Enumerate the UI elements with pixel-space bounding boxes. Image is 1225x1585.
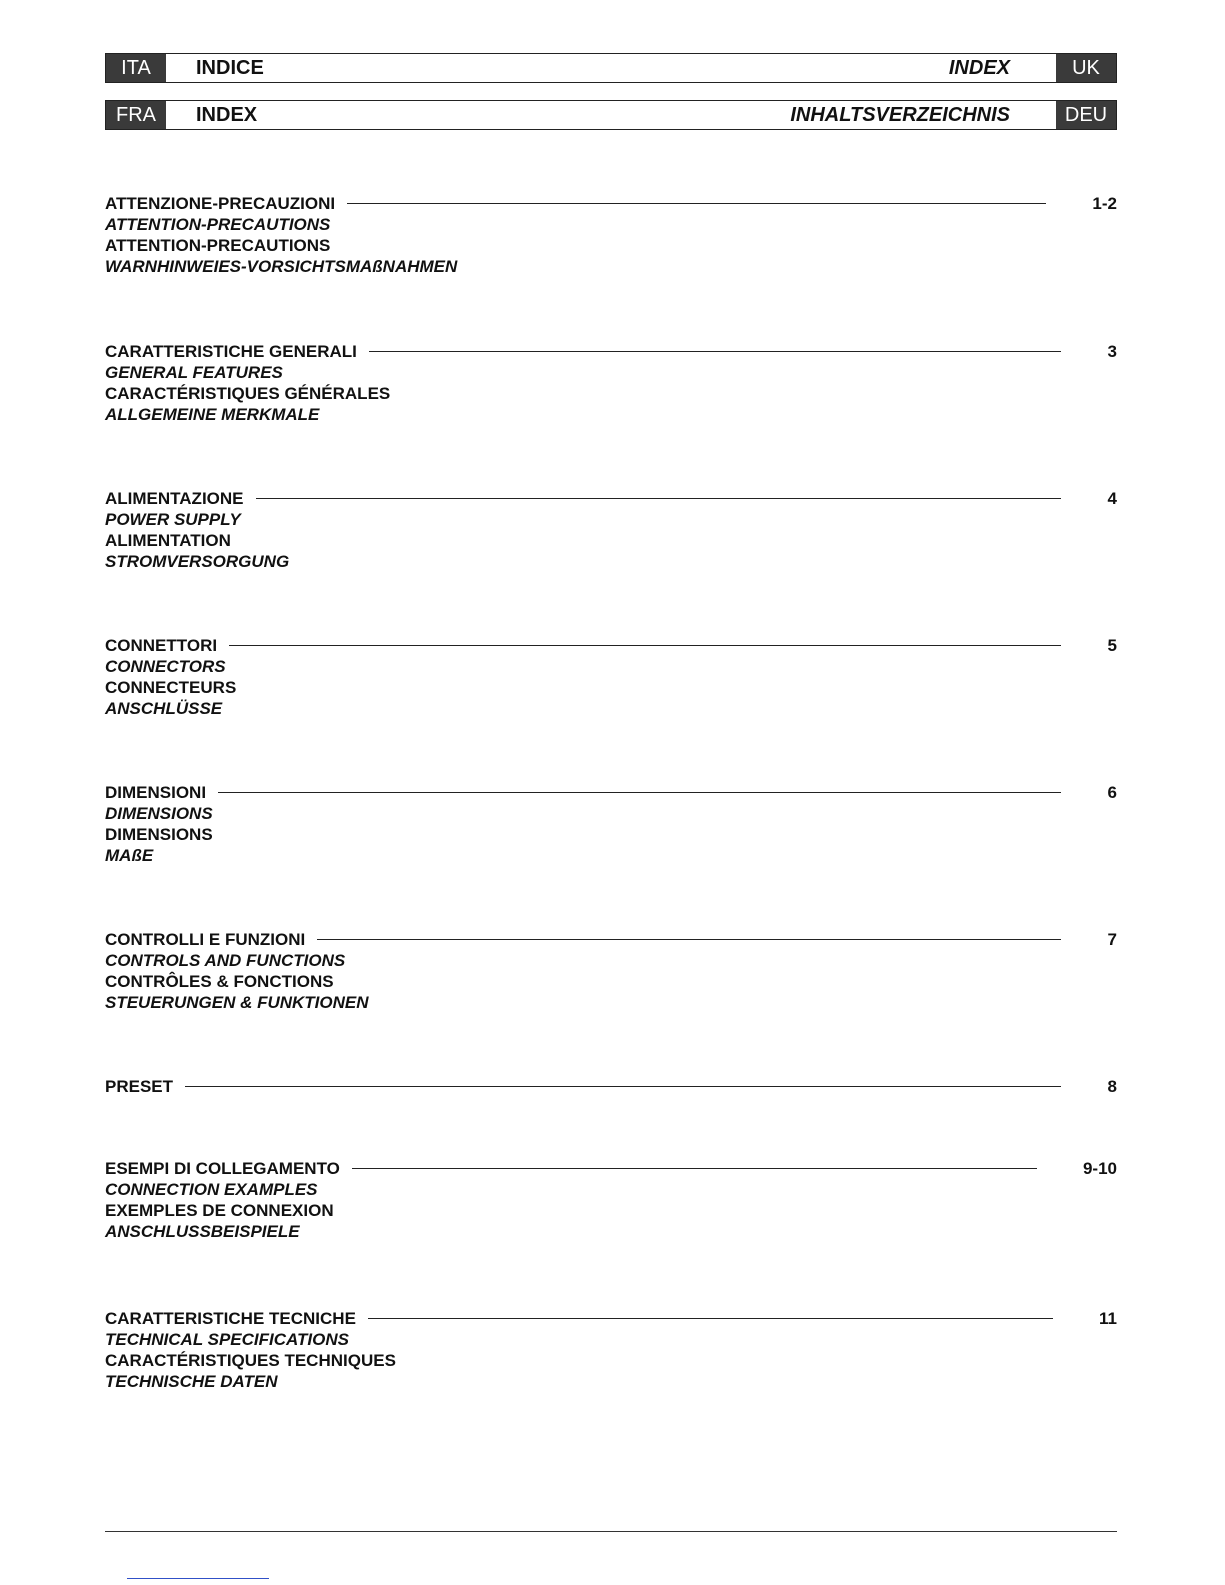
- entry-title-uk: CONNECTION EXAMPLES: [105, 1180, 318, 1199]
- entry-title-fra: CONTRÔLES & FONCTIONS: [105, 972, 334, 991]
- page-number: 11: [1099, 1308, 1117, 1328]
- entry-title-deu: ANSCHLUSSBEISPIELE: [105, 1222, 300, 1241]
- toc-entry-power-supply[interactable]: [105, 488, 1117, 572]
- header-bar-ita-uk: [105, 53, 1117, 83]
- leader-line: [256, 498, 1061, 499]
- entry-title-ita: CARATTERISTICHE TECNICHE: [105, 1309, 356, 1328]
- entry-title-deu: STROMVERSORGUNG: [105, 552, 290, 571]
- entry-title-fra: EXEMPLES DE CONNEXION: [105, 1201, 334, 1220]
- title-index-fra: INDEX: [196, 103, 258, 126]
- entry-title-uk: POWER SUPPLY: [105, 510, 241, 529]
- entry-title-fra: ALIMENTATION: [105, 531, 231, 550]
- leader-line: [347, 203, 1046, 204]
- toc-entry-connection-examples[interactable]: [105, 1158, 1117, 1242]
- page-number: 6: [1107, 782, 1117, 802]
- page-number: 9-10: [1082, 1158, 1117, 1178]
- entry-title-deu: ALLGEMEINE MERKMALE: [105, 405, 320, 424]
- toc-entry-dimensions[interactable]: [105, 782, 1117, 866]
- entry-title-ita: CONNETTORI: [105, 636, 218, 655]
- entry-title-ita: CARATTERISTICHE GENERALI: [105, 342, 357, 361]
- toc-entry-controls[interactable]: [105, 929, 1117, 1013]
- leader-line: [352, 1168, 1037, 1169]
- title-indice: INDICE: [196, 56, 264, 79]
- entry-title-deu: STEUERUNGEN & FUNKTIONEN: [105, 993, 369, 1012]
- entry-title-ita: ESEMPI DI COLLEGAMENTO: [105, 1159, 340, 1178]
- entry-title-fra: CARACTÉRISTIQUES TECHNIQUES: [105, 1351, 396, 1370]
- entry-title-ita: CONTROLLI E FUNZIONI: [105, 930, 306, 949]
- lang-tag-fra: FRA: [106, 101, 166, 129]
- leader-line: [218, 792, 1061, 793]
- leader-line: [185, 1086, 1061, 1087]
- leader-line: [369, 351, 1061, 352]
- entry-title-uk: CONNECTORS: [105, 657, 226, 676]
- page-number: 5: [1107, 635, 1117, 655]
- entry-title-fra: CONNECTEURS: [105, 678, 237, 697]
- entry-title-fra: DIMENSIONS: [105, 825, 213, 844]
- page-number: 4: [1107, 488, 1117, 508]
- title-inhaltsverzeichnis: INHALTSVERZEICHNIS: [790, 103, 1010, 126]
- entry-title-uk: ATTENTION-PRECAUTIONS: [105, 215, 331, 234]
- entry-title-deu: MAßE: [105, 846, 154, 865]
- entry-title-ita: DIMENSIONI: [105, 783, 207, 802]
- entry-title-uk: CONTROLS AND FUNCTIONS: [105, 951, 346, 970]
- toc-entry-precautions[interactable]: [105, 193, 1117, 277]
- lang-tag-uk: UK: [1056, 54, 1116, 82]
- entry-title-ita: ALIMENTAZIONE: [105, 489, 244, 508]
- entry-title-fra: CARACTÉRISTIQUES GÉNÉRALES: [105, 384, 391, 403]
- entry-title-ita: ATTENZIONE-PRECAUZIONI: [105, 194, 336, 213]
- footer-divider: [105, 1531, 1117, 1532]
- bottom-link-underline[interactable]: [127, 1578, 269, 1579]
- entry-title-uk: TECHNICAL SPECIFICATIONS: [105, 1330, 349, 1349]
- lang-tag-ita: ITA: [106, 54, 166, 82]
- lang-tag-deu: DEU: [1056, 101, 1116, 129]
- entry-title-ita: PRESET: [105, 1077, 174, 1096]
- entry-title-fra: ATTENTION-PRECAUTIONS: [105, 236, 331, 255]
- entry-title-deu: ANSCHLÜSSE: [105, 699, 223, 718]
- entry-title-uk: GENERAL FEATURES: [105, 363, 283, 382]
- page-number: 1-2: [1092, 193, 1117, 213]
- page-number: 7: [1107, 929, 1117, 949]
- leader-line: [317, 939, 1061, 940]
- title-index-uk: INDEX: [948, 56, 1010, 79]
- toc-entry-technical-specifications[interactable]: [105, 1308, 1117, 1392]
- entry-title-uk: DIMENSIONS: [105, 804, 213, 823]
- toc-entry-general-features[interactable]: [105, 341, 1117, 425]
- leader-line: [229, 645, 1061, 646]
- entry-title-deu: WARNHINWEIES-VORSICHTSMAßNAHMEN: [105, 257, 458, 276]
- leader-line: [368, 1318, 1053, 1319]
- page-number: 8: [1107, 1076, 1117, 1096]
- header-bar-fra-deu: [105, 100, 1117, 130]
- toc-entry-connectors[interactable]: [105, 635, 1117, 719]
- toc-entry-preset[interactable]: [105, 1076, 1117, 1097]
- entry-title-deu: TECHNISCHE DATEN: [105, 1372, 278, 1391]
- page-number: 3: [1107, 341, 1117, 361]
